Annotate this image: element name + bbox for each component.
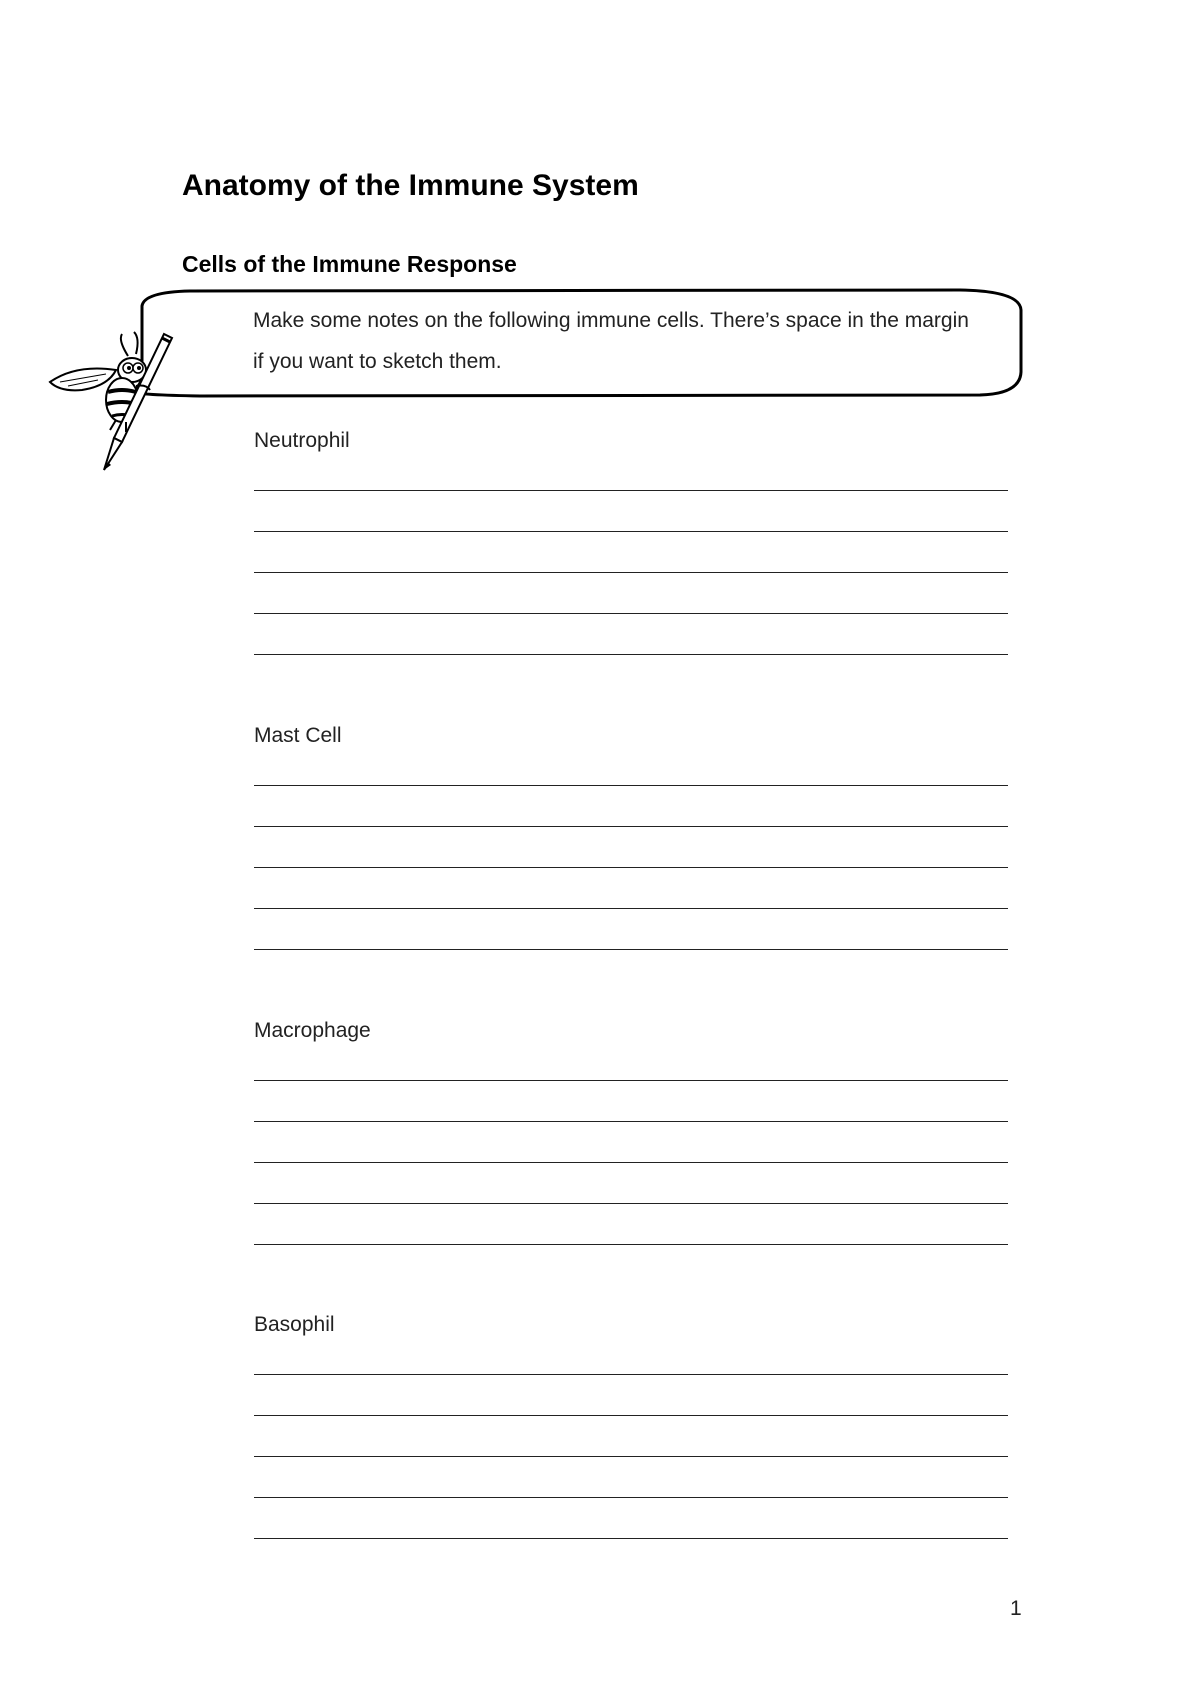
section-label: Basophil xyxy=(254,1313,335,1336)
notes-section-macrophage xyxy=(254,1018,1008,1245)
writing-line[interactable] xyxy=(254,949,1008,950)
notes-section-mast-cell xyxy=(254,723,1008,950)
notes-section-basophil xyxy=(254,1312,1008,1539)
notes-section-neutrophil xyxy=(254,428,1008,655)
section-label: Neutrophil xyxy=(254,429,350,452)
writing-line[interactable] xyxy=(254,1538,1008,1539)
instruction-text: Make some notes on the following immune cells. There’s space in the margin if you want to sketch them. xyxy=(253,309,969,373)
page-number: 1 xyxy=(1010,1597,1022,1620)
bee-with-pencil-icon xyxy=(46,330,196,476)
instruction-callout xyxy=(130,288,1024,400)
section-heading: Cells of the Immune Response xyxy=(182,251,517,277)
page-title: Anatomy of the Immune System xyxy=(182,169,639,202)
writing-line[interactable] xyxy=(254,654,1008,655)
section-label: Macrophage xyxy=(254,1019,371,1042)
writing-line[interactable] xyxy=(254,1244,1008,1245)
section-label: Mast Cell xyxy=(254,724,342,747)
